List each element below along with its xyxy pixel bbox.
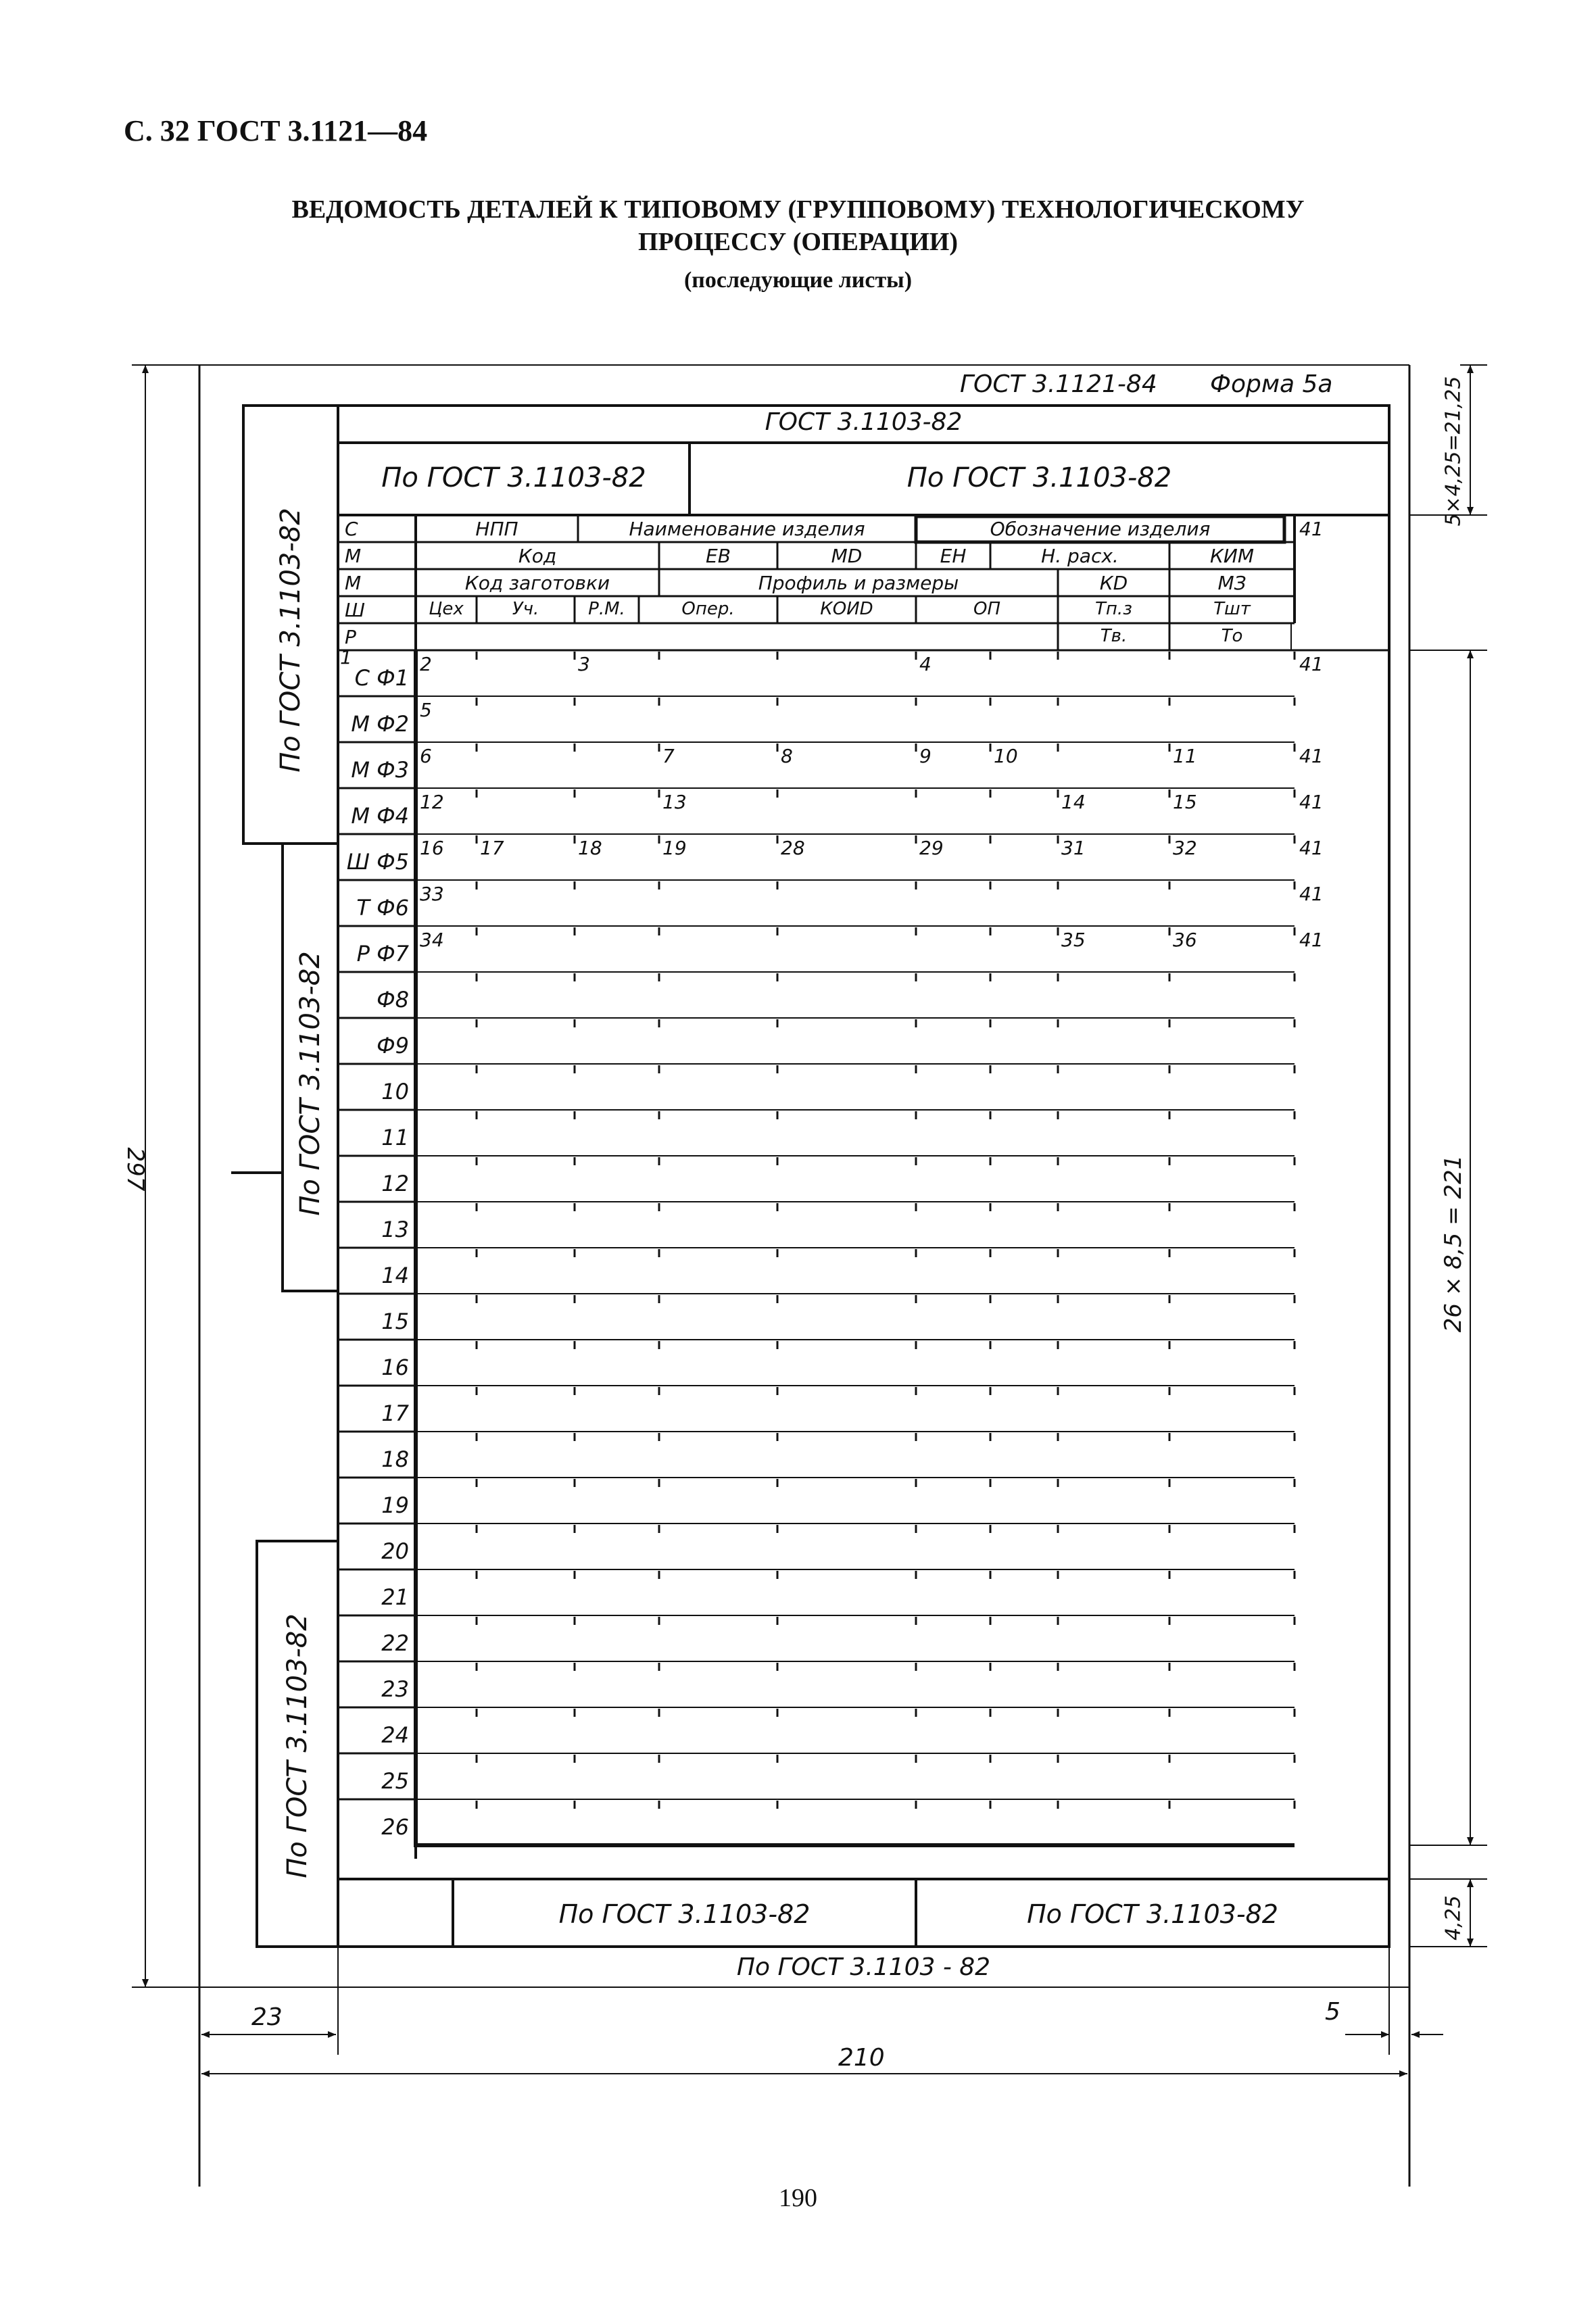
- row-label: 25: [381, 1768, 409, 1794]
- row-label: С Ф1: [354, 665, 409, 691]
- row-label: 19: [381, 1492, 409, 1518]
- subtitle: (последующие листы): [683, 268, 913, 293]
- row-label: 14: [381, 1263, 409, 1288]
- hdr-name: Наименование изделия: [629, 518, 865, 540]
- hdr-en: ЕН: [940, 545, 967, 567]
- row-label: 20: [381, 1538, 409, 1564]
- row-code: 36: [1173, 929, 1197, 951]
- title-block-left: По ГОСТ 3.1103-82: [381, 462, 646, 493]
- row-code: 6: [420, 745, 432, 767]
- row-label: 21: [381, 1584, 409, 1610]
- row-label: 11: [381, 1125, 409, 1150]
- form-name: Форма 5а: [1210, 370, 1333, 398]
- page-number: 190: [779, 2184, 817, 2212]
- row-label: Р Ф7: [356, 941, 409, 967]
- row-label: Т Ф6: [356, 895, 409, 921]
- row-code: 35: [1061, 929, 1086, 951]
- hdr-md: МD: [831, 545, 863, 567]
- top-banner: ГОСТ 3.1103-82: [765, 408, 963, 436]
- title-line-2: ПРОЦЕССУ (ОПЕРАЦИИ): [637, 228, 958, 256]
- row-letter-2: М: [345, 545, 362, 567]
- row-code: 41: [1299, 791, 1324, 813]
- row-code: 17: [480, 837, 504, 859]
- row-letter-3: М: [345, 572, 362, 594]
- row-label: 13: [381, 1217, 409, 1242]
- row-label: 26: [381, 1814, 409, 1840]
- form-std: ГОСТ 3.1121-84: [960, 370, 1157, 398]
- row-code: 41: [1299, 653, 1324, 675]
- hdr-uch: Уч.: [512, 599, 539, 619]
- row-code: 13: [662, 791, 687, 813]
- footer-below: По ГОСТ 3.1103 - 82: [736, 1953, 991, 1981]
- dim-label-footer: 4,25: [1441, 1895, 1466, 1941]
- row-label: 23: [381, 1676, 409, 1702]
- hdr-rm: Р.М.: [588, 599, 625, 619]
- row-code: 41: [1299, 883, 1324, 905]
- row-code: 2: [420, 653, 432, 675]
- row-letter-5: Р: [345, 626, 356, 648]
- dim-label-height: 297: [122, 1147, 149, 1192]
- hdr-op: ОП: [973, 599, 1000, 619]
- row-label: М Ф4: [351, 803, 409, 829]
- row-code: 11: [1173, 745, 1197, 767]
- page-header-ref: С. 32 ГОСТ 3.1121—84: [124, 114, 428, 147]
- side-label-mid: По ГОСТ 3.1103-82: [295, 951, 326, 1216]
- hdr-tv: Тв.: [1100, 626, 1128, 646]
- row-label: 17: [381, 1400, 409, 1426]
- row-code: 1: [340, 646, 352, 668]
- row-code: 10: [994, 745, 1018, 767]
- row-code: 18: [578, 837, 602, 859]
- row-code: 34: [420, 929, 444, 951]
- row-code: 32: [1173, 837, 1197, 859]
- footer-mid: По ГОСТ 3.1103-82: [558, 1899, 811, 1929]
- row-letter-1: С: [345, 518, 358, 540]
- hdr-ev: ЕВ: [706, 545, 731, 567]
- side-label-bottom: По ГОСТ 3.1103-82: [282, 1613, 313, 1878]
- row-code: 16: [420, 837, 444, 859]
- hdr-npp: НПП: [475, 518, 518, 540]
- row-code: 3: [578, 653, 590, 675]
- hdr-kim: КИМ: [1210, 545, 1254, 567]
- row-code: 9: [919, 745, 932, 767]
- row-code: 5: [420, 699, 432, 721]
- hdr-nrash: Н. расх.: [1041, 545, 1119, 567]
- dim-label-header: 5×4,25=21,25: [1441, 376, 1466, 527]
- row-label: 18: [381, 1446, 409, 1472]
- row-code: 28: [781, 837, 805, 859]
- row-code: 33: [420, 883, 444, 905]
- hdr-col-41: 41: [1299, 518, 1324, 540]
- dim-label-left-margin: 23: [251, 2003, 283, 2031]
- row-code: 29: [919, 837, 944, 859]
- hdr-tpz: Тп.з: [1095, 599, 1132, 619]
- row-code: 41: [1299, 837, 1324, 859]
- row-label: 16: [381, 1355, 409, 1380]
- row-code: 19: [662, 837, 687, 859]
- dim-label-body: 26 × 8,5 = 221: [1440, 1154, 1467, 1333]
- row-code: 12: [420, 791, 444, 813]
- side-label-top: По ГОСТ 3.1103-82: [275, 508, 306, 773]
- row-label: 15: [381, 1309, 409, 1334]
- hdr-oper: Опер.: [681, 599, 735, 619]
- hdr-to: То: [1221, 626, 1243, 646]
- row-code: 15: [1173, 791, 1197, 813]
- row-label: Ш Ф5: [346, 849, 409, 875]
- row-label: Ф8: [377, 987, 409, 1013]
- row-code: 7: [662, 745, 675, 767]
- row-label: 24: [381, 1722, 409, 1748]
- row-label: 10: [381, 1079, 409, 1104]
- title-block-right: По ГОСТ 3.1103-82: [906, 462, 1172, 493]
- row-code: 8: [781, 745, 793, 767]
- row-code: 41: [1299, 745, 1324, 767]
- row-label: М Ф2: [351, 711, 409, 737]
- hdr-designation: Обозначение изделия: [990, 518, 1211, 540]
- row-code: 31: [1061, 837, 1086, 859]
- title-line-1: ВЕДОМОСТЬ ДЕТАЛЕЙ К ТИПОВОМУ (ГРУППОВОМУ) ТЕХНОЛОГИЧЕСКОМУ: [291, 195, 1305, 224]
- row-label: 12: [381, 1171, 409, 1196]
- row-code: 41: [1299, 929, 1324, 951]
- dim-label-width: 210: [838, 2044, 885, 2072]
- row-code: 14: [1061, 791, 1086, 813]
- hdr-blank-code: Код заготовки: [464, 572, 610, 594]
- body-row-lines: [338, 652, 1295, 1809]
- hdr-mz: МЗ: [1217, 572, 1247, 594]
- hdr-profile: Профиль и размеры: [758, 572, 959, 594]
- dim-label-right-margin: 5: [1325, 1998, 1340, 2026]
- row-code: 4: [919, 653, 932, 675]
- row-label: М Ф3: [351, 757, 409, 783]
- row-label: 22: [381, 1630, 409, 1656]
- footer-right: По ГОСТ 3.1103-82: [1027, 1899, 1278, 1929]
- hdr-kd: КD: [1099, 572, 1128, 594]
- row-label: Ф9: [377, 1033, 409, 1058]
- hdr-koid: КОИD: [820, 599, 873, 619]
- hdr-ceh: Цех: [429, 599, 464, 619]
- row-letter-4: Ш: [345, 599, 365, 621]
- hdr-tsht: Тшт: [1213, 599, 1251, 619]
- hdr-kod: Код: [518, 545, 557, 567]
